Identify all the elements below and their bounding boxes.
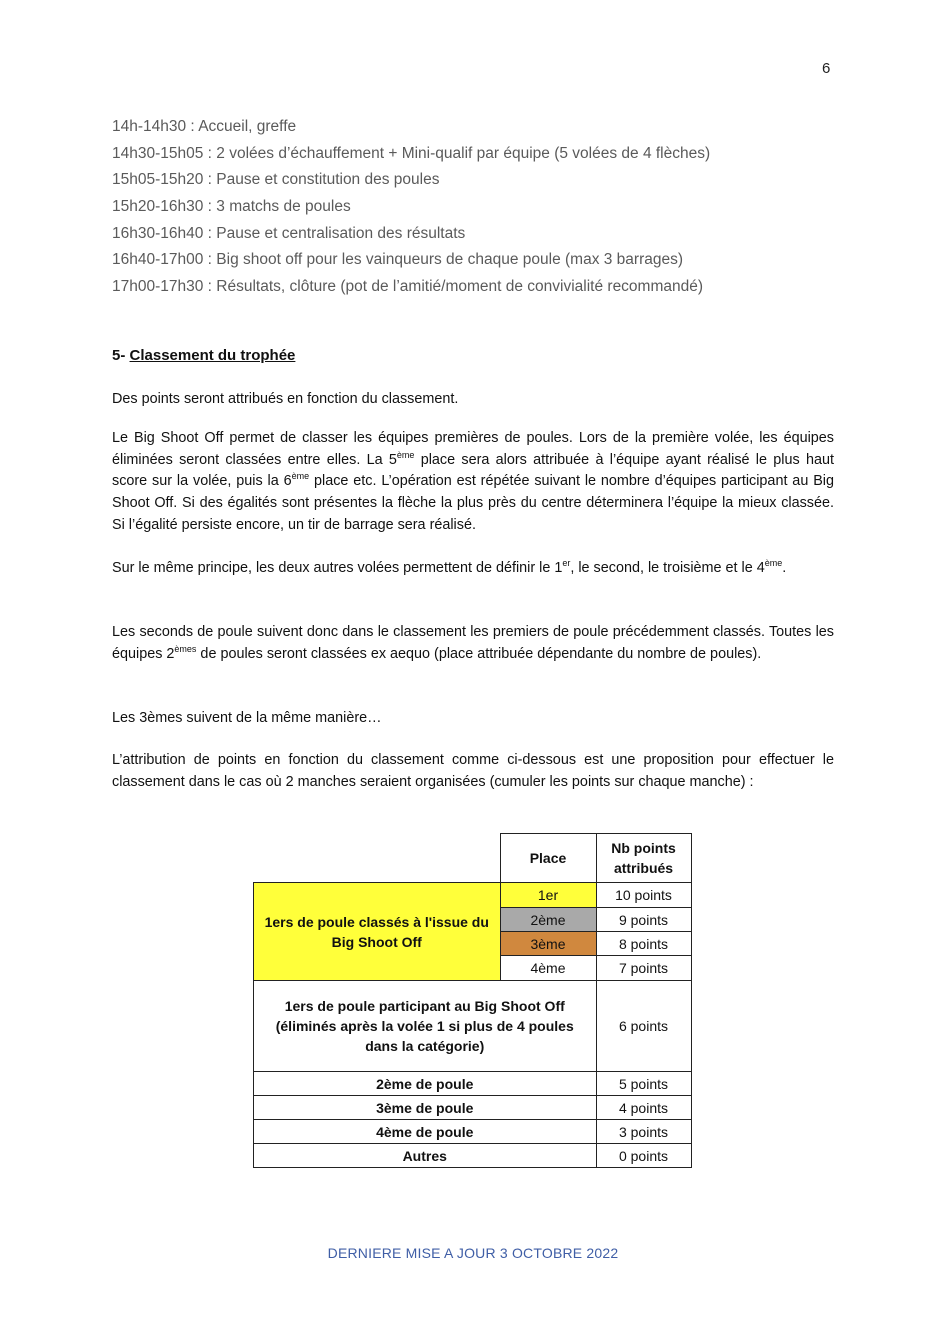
superscript: er [562,558,571,569]
text: place etc. L’opération est répétée suivant le nombre d’équipes participant au Big Shoot Off. Si des égalités sont présentes la flèche la plus près du centre déterminera l’équipe la mieux classée. Si l’égalité persiste encore, un tir de barrage sera réalisé. [112,473,834,533]
schedule-line: 17h00-17h30 : Résultats, clôture (pot de l’amitié/moment de convivialité recommandé) [112,278,704,296]
points-cell: 8 points [596,932,691,956]
group-label-eliminated: 1ers de poule participant au Big Shoot Off (éliminés après la volée 1 si plus de 4 poules dans la catégorie) [254,981,597,1072]
schedule-line: 15h05-15h20 : Pause et constitution des poules [112,171,440,189]
paragraph-attribution: L’attribution de points en fonction du classement comme ci-dessous est une proposition pour effectuer le classement dans le cas où 2 manches seraient organisées (cumuler les points sur chaque manche) : [112,752,834,790]
header-points: Nb points attribués [596,834,691,883]
points-cell: 10 points [596,883,691,908]
table-header-row [254,834,692,883]
text: de poules seront classées ex aequo (place attribuée dépendante du nombre de poules). [196,645,762,662]
table-row [254,1096,692,1120]
schedule-line: 16h40-17h00 : Big shoot off pour les vainqueurs de chaque poule (max 3 barrages) [112,251,684,269]
schedule-line: 16h30-16h40 : Pause et centralisation des résultats [112,224,466,242]
header-place: Place [500,834,596,883]
paragraph-big-shoot-off [112,428,834,537]
schedule-line: 15h20-16h30 : 3 matchs de poules [112,198,351,216]
points-cell: 0 points [596,1144,691,1168]
place-cell: 2ème [500,908,596,932]
rank-label: 2ème de poule [254,1072,597,1096]
superscript: ème [291,471,310,482]
place-cell: 3ème [500,932,596,956]
schedule-list [112,114,852,301]
section-heading [112,347,295,364]
table-row [254,1072,692,1096]
rank-label: 4ème de poule [254,1120,597,1144]
text: Sur le même principe, les deux autres volées permettent de définir le 1 [112,560,563,576]
schedule-line: 14h-14h30 : Accueil, greffe [112,118,297,135]
section-number: 5- [112,347,126,364]
footer-update-date: DERNIERE MISE A JOUR 3 OCTOBRE 2022 [327,1245,619,1261]
superscript: èmes [174,643,197,654]
empty-cell [254,834,501,883]
paragraph-same-principle [112,558,834,580]
points-cell: 3 points [596,1120,691,1144]
section-title: Classement du trophée [129,347,296,364]
points-cell: 5 points [596,1072,691,1096]
place-cell: 1er [500,883,596,908]
text: . [782,560,787,576]
points-table [253,833,692,1168]
table-row [254,883,692,908]
points-cell: 6 points [596,981,691,1072]
points-cell: 4 points [596,1096,691,1120]
table-row [254,981,692,1072]
paragraph-thirds: Les 3èmes suivent de la même manière… [112,710,382,726]
text: Le Big Shoot Off permet de classer les équipes premières de poules. Lors de la première volée, les équipes éliminées seront classées entre elles. La 5 [112,430,834,468]
superscript: ème [396,449,415,460]
group-label-ranked-firsts: 1ers de poule classés à l'issue du Big Shoot Off [254,883,501,981]
rank-label: Autres [254,1144,597,1168]
points-cell: 7 points [596,956,691,981]
text: , le second, le troisième et le 4 [570,560,765,576]
paragraph-seconds [112,622,834,665]
place-cell: 4ème [500,956,596,981]
superscript: ème [764,558,783,569]
points-cell: 9 points [596,908,691,932]
schedule-line: 14h30-15h05 : 2 volées d’échauffement + Mini-qualif par équipe (5 volées de 4 flèches) [112,144,711,162]
text: Les seconds de poule suivent donc dans le classement les premiers de poule précédemment classés. Toutes les équipes 2 [112,624,834,662]
paragraph-points-intro: Des points seront attribués en fonction du classement. [112,391,459,407]
text: place sera alors attribuée à l’équipe ayant réalisé le plus haut score sur la volée, puis la 6 [112,451,834,490]
rank-label: 3ème de poule [254,1096,597,1120]
table-row [254,1120,692,1144]
page-number: 6 [822,60,831,77]
table-row [254,1144,692,1168]
